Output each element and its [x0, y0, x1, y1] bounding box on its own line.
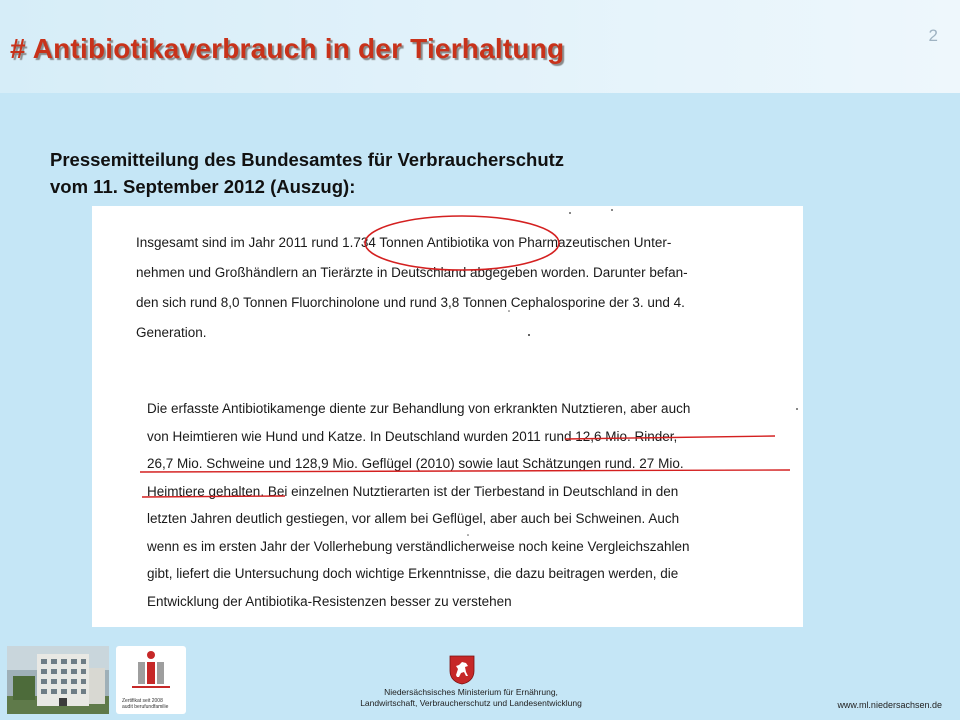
excerpt-2-text: [147, 395, 690, 615]
excerpt-2-line: Entwicklung der Antibiotika-Resistenzen besser zu verstehen: [147, 593, 512, 609]
excerpt-2-line: wenn es im ersten Jahr der Vollerhebung verständlicherweise noch keine Vergleichszahlen: [147, 538, 690, 554]
ministry-website-link[interactable]: www.ml.niedersachsen.de: [837, 700, 942, 710]
excerpt-1-text: [136, 228, 688, 348]
press-release-heading: [50, 146, 564, 200]
scanned-excerpt-2: [92, 372, 803, 627]
excerpt-1-line: Generation.: [136, 325, 207, 340]
excerpt-2-line: Die erfasste Antibiotikamenge diente zur Behandlung von erkrankten Nutztieren, aber auch: [147, 401, 691, 416]
heading-line-1: Pressemitteilung des Bundesamtes für Verbraucherschutz: [50, 149, 565, 170]
certificate-caption: [122, 698, 168, 710]
ministry-line-1: Niedersächsisches Ministerium für Ernährung,: [384, 687, 558, 697]
excerpt-2-line: gibt, liefert die Untersuchung doch wichtige Erkenntnisse, die dazu beitragen werden, die: [147, 566, 679, 581]
excerpt-2-line: von Heimtieren wie Hund und Katze. In Deutschland wurden 2011 rund 12,6 Mio. Rinder,: [147, 428, 678, 444]
lower-saxony-horse-crest-icon: [448, 655, 476, 685]
excerpt-1-line: den sich rund 8,0 Tonnen Fluorchinolone und rund 3,8 Tonnen Cephalosporine der 3. und 4.: [136, 295, 685, 310]
slide-title: # Antibiotikaverbrauch in der Tierhaltung: [10, 33, 565, 64]
heading-line-2: vom 11. September 2012 (Auszug):: [50, 176, 356, 197]
ministry-name: [300, 687, 642, 709]
cert-line-2: audit berufundfamilie: [122, 704, 169, 710]
audit-mark-icon: [116, 646, 186, 698]
excerpt-2-line: letzten Jahren deutlich gestiegen, vor allem bei Geflügel, aber auch bei Schweinen. Auch: [147, 511, 680, 526]
excerpt-2-line: 26,7 Mio. Schweine und 128,9 Mio. Geflügel (2010) sowie laut Schätzungen rund. 27 Mio.: [147, 456, 684, 471]
building-photo-icon: [7, 646, 109, 714]
scanned-excerpt-1: [92, 206, 803, 376]
page-number: 2: [928, 26, 938, 45]
audit-certificate-logo-icon: [116, 646, 186, 714]
excerpt-2-line: Heimtiere gehalten. Bei einzelnen Nutztierarten ist der Tierbestand in Deutschland in den: [147, 483, 679, 499]
excerpt-1-line: nehmen und Großhändlern an Tierärzte in Deutschland abgegeben worden. Darunter befan-: [136, 265, 688, 280]
excerpt-1-line: Insgesamt sind im Jahr 2011 rund 1.734 Tonnen Antibiotika von Pharmazeutischen Unter-: [136, 235, 672, 250]
cert-line-1: Zertifikat seit 2008: [122, 698, 163, 704]
ministry-line-2: Landwirtschaft, Verbraucherschutz und Landesentwicklung: [360, 698, 582, 708]
